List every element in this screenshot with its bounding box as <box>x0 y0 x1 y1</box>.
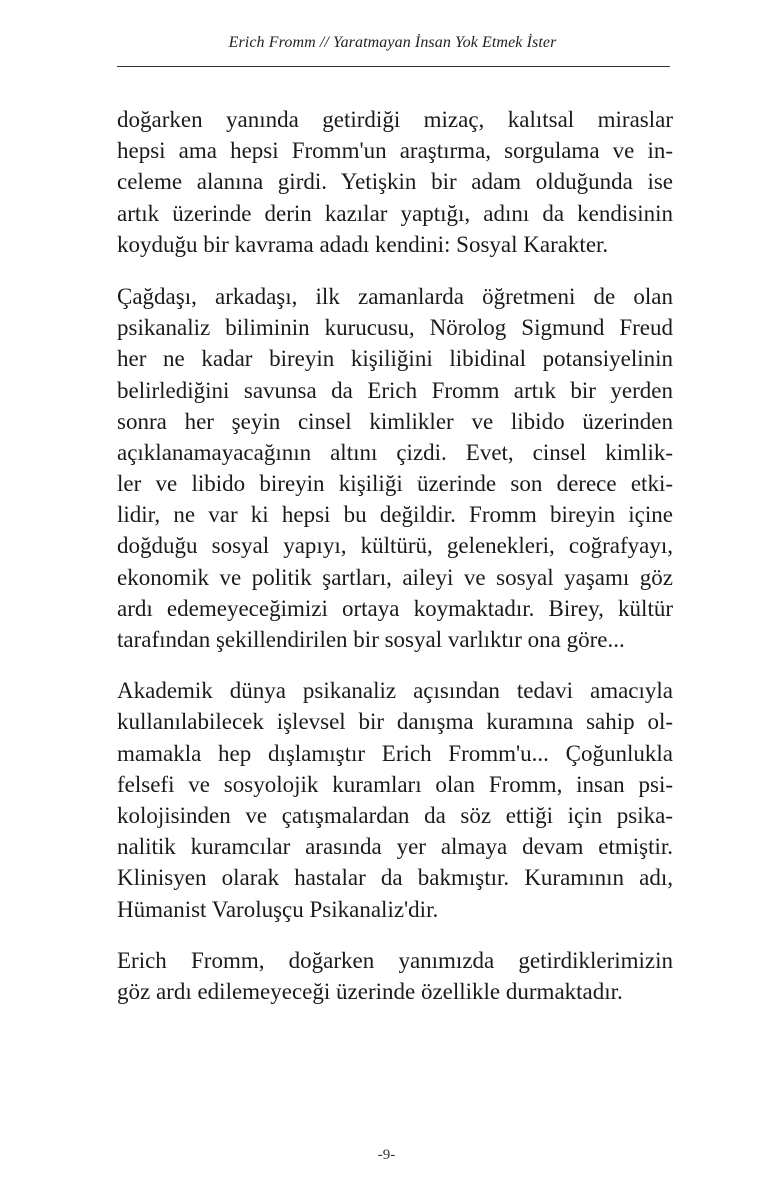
page-number <box>0 1147 767 1164</box>
text-line: psikanaliz biliminin kurucusu, Nörolog Sigmund Freud <box>117 315 673 341</box>
text-line: koyduğu bir kavrama adadı kendini: Sosyal Karakter. <box>117 231 609 257</box>
paragraph-1 <box>117 104 673 260</box>
text-line: artık üzerinde derin kazılar yaptığı, adını da kendisinin <box>117 200 673 226</box>
text-line: mamakla hep dışlamıştır Erich Fromm'u... Çoğunlukla <box>117 740 673 766</box>
text-line: Hümanist Varoluşçu Psikanaliz'dir. <box>117 896 439 922</box>
text-line: hepsi ama hepsi Fromm'un araştırma, sorgulama ve in- <box>117 138 673 164</box>
paragraph-2 <box>117 281 673 655</box>
paragraph-3 <box>117 675 673 925</box>
text-line: felsefi ve sosyolojik kuramları olan Fromm, insan psi- <box>117 771 673 797</box>
text-line: her ne kadar bireyin kişiliğini libidinal potansiyelinin <box>117 346 673 372</box>
text-line: ler ve libido bireyin kişiliği üzerinde son derece etki- <box>117 471 673 497</box>
running-header: Erich Fromm // Yaratmayan İnsan Yok Etmek İster <box>228 34 557 51</box>
text-line: sonra her şeyin cinsel kimlikler ve libido üzerinden <box>117 408 673 434</box>
text-line: belirlediğini savunsa da Erich Fromm artık bir yerden <box>117 377 673 403</box>
text-line: kullanılabilecek işlevsel bir danışma kuramına sahip ol- <box>117 709 673 735</box>
text-line: Akademik dünya psikanaliz açısından tedavi amacıyla <box>117 678 673 704</box>
text-line: Çağdaşı, arkadaşı, ilk zamanlarda öğretmeni de olan <box>117 283 673 309</box>
text-line: ekonomik ve politik şartları, aileyi ve sosyal yaşamı göz <box>117 564 673 590</box>
text-line: lidir, ne var ki hepsi bu değildir. Fromm bireyin içine <box>117 502 673 528</box>
text-line: celeme alanına girdi. Yetişkin bir adam olduğunda ise <box>117 169 673 195</box>
page-number-text: -9- <box>377 1147 396 1163</box>
text-line: doğarken yanında getirdiği mizaç, kalıtsal miraslar <box>117 107 673 132</box>
text-line: Klinisyen olarak hastalar da bakmıştır. Kuramının adı, <box>117 865 673 891</box>
text-line: açıklanamayacağının altını çizdi. Evet, cinsel kimlik- <box>117 439 673 465</box>
text-line: nalitik kuramcılar arasında yer almaya devam etmiştir. <box>117 834 673 860</box>
header-rule <box>117 66 670 67</box>
paragraph-4 <box>117 945 673 1007</box>
body-text <box>117 104 673 1027</box>
text-line: Erich Fromm, doğarken yanımızda getirdiklerimizin <box>117 947 673 973</box>
text-line: göz ardı edilemeyeceği üzerinde özellikle durmaktadır. <box>117 978 623 1004</box>
text-line: kolojisinden ve çatışmalardan da söz ettiği için psika- <box>117 802 673 828</box>
text-line: ardı edemeyeceğimizi ortaya koymaktadır. Birey, kültür <box>117 595 673 621</box>
text-line: doğduğu sosyal yapıyı, kültürü, gelenekleri, coğrafyayı, <box>117 533 673 559</box>
text-line: tarafından şekillendirilen bir sosyal varlıktır ona göre... <box>117 627 625 652</box>
